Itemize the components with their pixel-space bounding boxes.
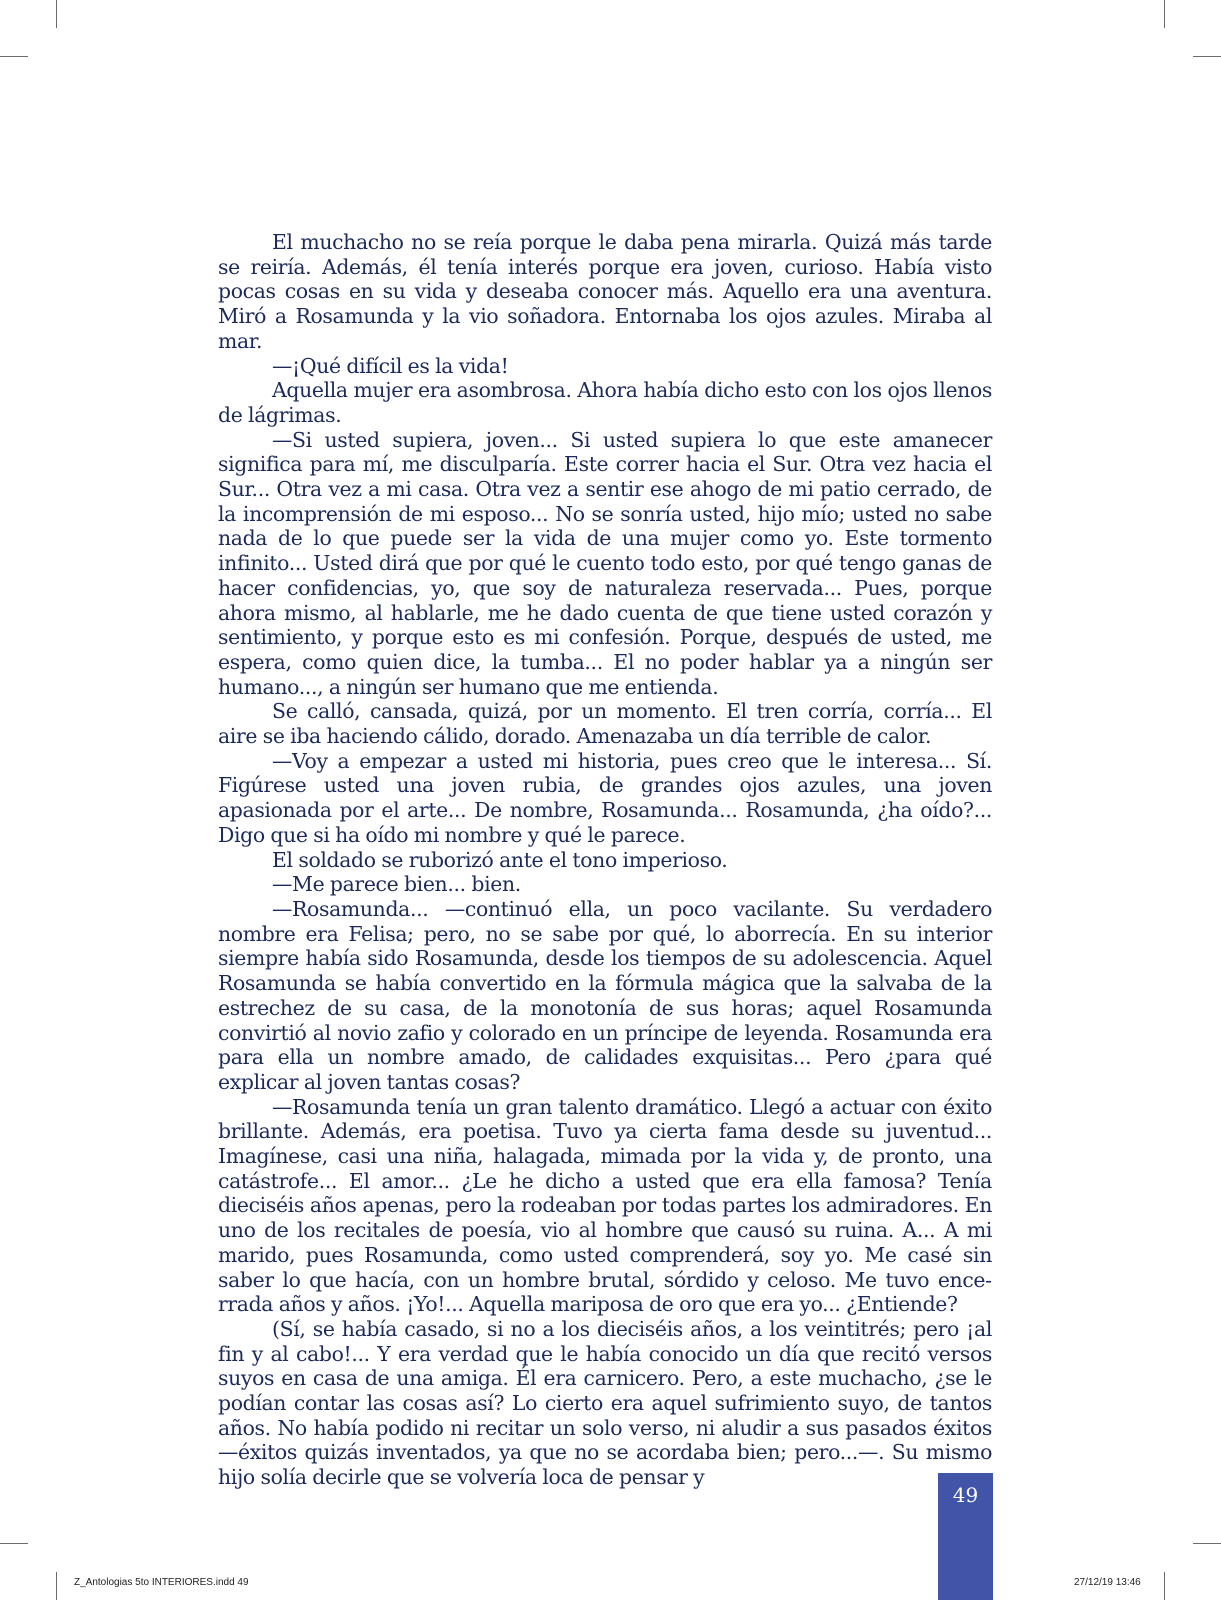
crop-mark [1164, 0, 1165, 28]
paragraph: El soldado se ruborizó ante el tono imperioso. [272, 847, 728, 872]
slug-timestamp: 27/12/19 13:46 [1074, 1577, 1141, 1588]
crop-mark [1193, 1543, 1221, 1544]
paragraph: —Me parece bien... bien. [272, 872, 521, 897]
slug-filename: Z_Antologias 5to INTERIORES.indd 49 [74, 1577, 249, 1588]
paragraph: —Voy a empezar a usted mi historia, pues creo que le interesa... Sí. Figúrese usted una joven rubia, de grandes ojos azules, una joven apasionada por el arte... De nombre, Rosamunda... Rosamunda, ¿ha oído?... Digo que si ha oído mi nombre y qué le parece. [218, 748, 992, 847]
body-text [218, 230, 992, 1490]
paragraph: —Si usted supiera, joven... Si usted supiera lo que este amanecer significa para mí, me disculparía. Este correr hacia el Sur. Otra vez hacia el Sur... Otra vez a mi casa. Otra vez a sentir ese ahogo de mi patio cerrado, de la incomprensión de mi esposo... No se sonría usted, hijo mío; usted no sabe nada de lo que puede ser la vida de una mujer como yo. Este tormento infinito... Usted dirá que por qué le cuento todo esto, por qué tengo ganas de hacer confidencias, yo, que soy de naturaleza reservada... Pues, porque ahora mismo, al hablarle, me he dado cuenta de que tiene usted corazón y sentimiento, y porque esto es mi confesión. Porque, después de usted, me espera, como quien dice, la tumba... El no poder hablar ya a ningún ser humano..., a ningún ser humano que me entienda. [218, 427, 992, 699]
paragraph: —¡Qué difícil es la vida! [272, 353, 509, 378]
crop-mark [56, 0, 57, 28]
crop-mark [0, 1543, 28, 1544]
crop-mark [1164, 1572, 1165, 1600]
paragraph: Se calló, cansada, quizá, por un momento. El tren corría, corría... El aire se iba haciendo cálido, dorado. Amenazaba un día terrible de calor. [218, 699, 992, 749]
crop-mark [56, 1572, 57, 1600]
paragraph: —Rosamunda... —continuó ella, un poco vacilante. Su verdadero nombre era Felisa; pero, no se sabe por qué, lo aborrecía. En su interior siempre había sido Rosamunda, desde los tiempos de su adolescencia. Aquel Rosamunda se había convertido en la fórmula mágica que la salvaba de la estrechez de su casa, de la monotonía de sus horas; aquel Rosamunda convirtió al novio zafio y colorado en un príncipe de leyenda. Rosamunda era para ella un nombre amado, de calidades exquisitas... Pero ¿para qué explicar al joven tantas cosas? [218, 896, 992, 1094]
paragraph: El muchacho no se reía porque le daba pena mirarla. Quizá más tarde se reiría. Además, él tenía interés porque era joven, curioso. Había visto pocas cosas en su vida y deseaba conocer más. Aquello era una aventura. Miró a Rosamunda y la vio soñadora. Entornaba los ojos azules. Miraba al mar. [218, 230, 992, 353]
crop-mark [1193, 56, 1221, 57]
paragraph: (Sí, se había casado, si no a los dieciséis años, a los veintitrés; pero ¡al fin y al cabo!... Y era verdad que le había conocido un día que recitó versos suyos en casa de una amiga. Él era carnicero. Pero, a este muchacho, ¿se le podían contar las cosas así? Lo cierto era aquel sufrimiento suyo, de tantos años. No había podido ni recitar un solo verso, ni aludir a sus pasados éxitos —éxitos quizás inventados, ya que no se acordaba bien; pero...—. Su mismo hijo solía decirle que se volvería loca de pensar y [218, 1316, 992, 1490]
paragraph: Aquella mujer era asombrosa. Ahora había dicho esto con los ojos llenos de lágrimas. [218, 378, 992, 427]
page-number: 49 [952, 1483, 979, 1507]
page-number-tab [938, 1473, 993, 1600]
crop-mark [0, 56, 28, 57]
paragraph: —Rosamunda tenía un gran talento dramático. Llegó a actuar con éxito brillante. Además, era poetisa. Tuvo ya cierta fama desde su juventud... Imagínese, casi una niña, halagada, mimada por la vida y, de pronto, una catástrofe... El amor... ¿Le he dicho a usted que era ella famosa? Tenía dieciséis años apenas, pero la rodeaban por todas partes los admiradores. En uno de los recitales de poesía, vio al hombre que causó su ruina. A... A mi marido, pues Rosamunda, como usted comprenderá, soy yo. Me casé sin saber lo que hacía, con un hombre brutal, sórdido y celoso. Me tuvo encerrada años y años. ¡Yo!... Aquella mariposa de oro que era yo... ¿Entiende? [218, 1094, 992, 1317]
